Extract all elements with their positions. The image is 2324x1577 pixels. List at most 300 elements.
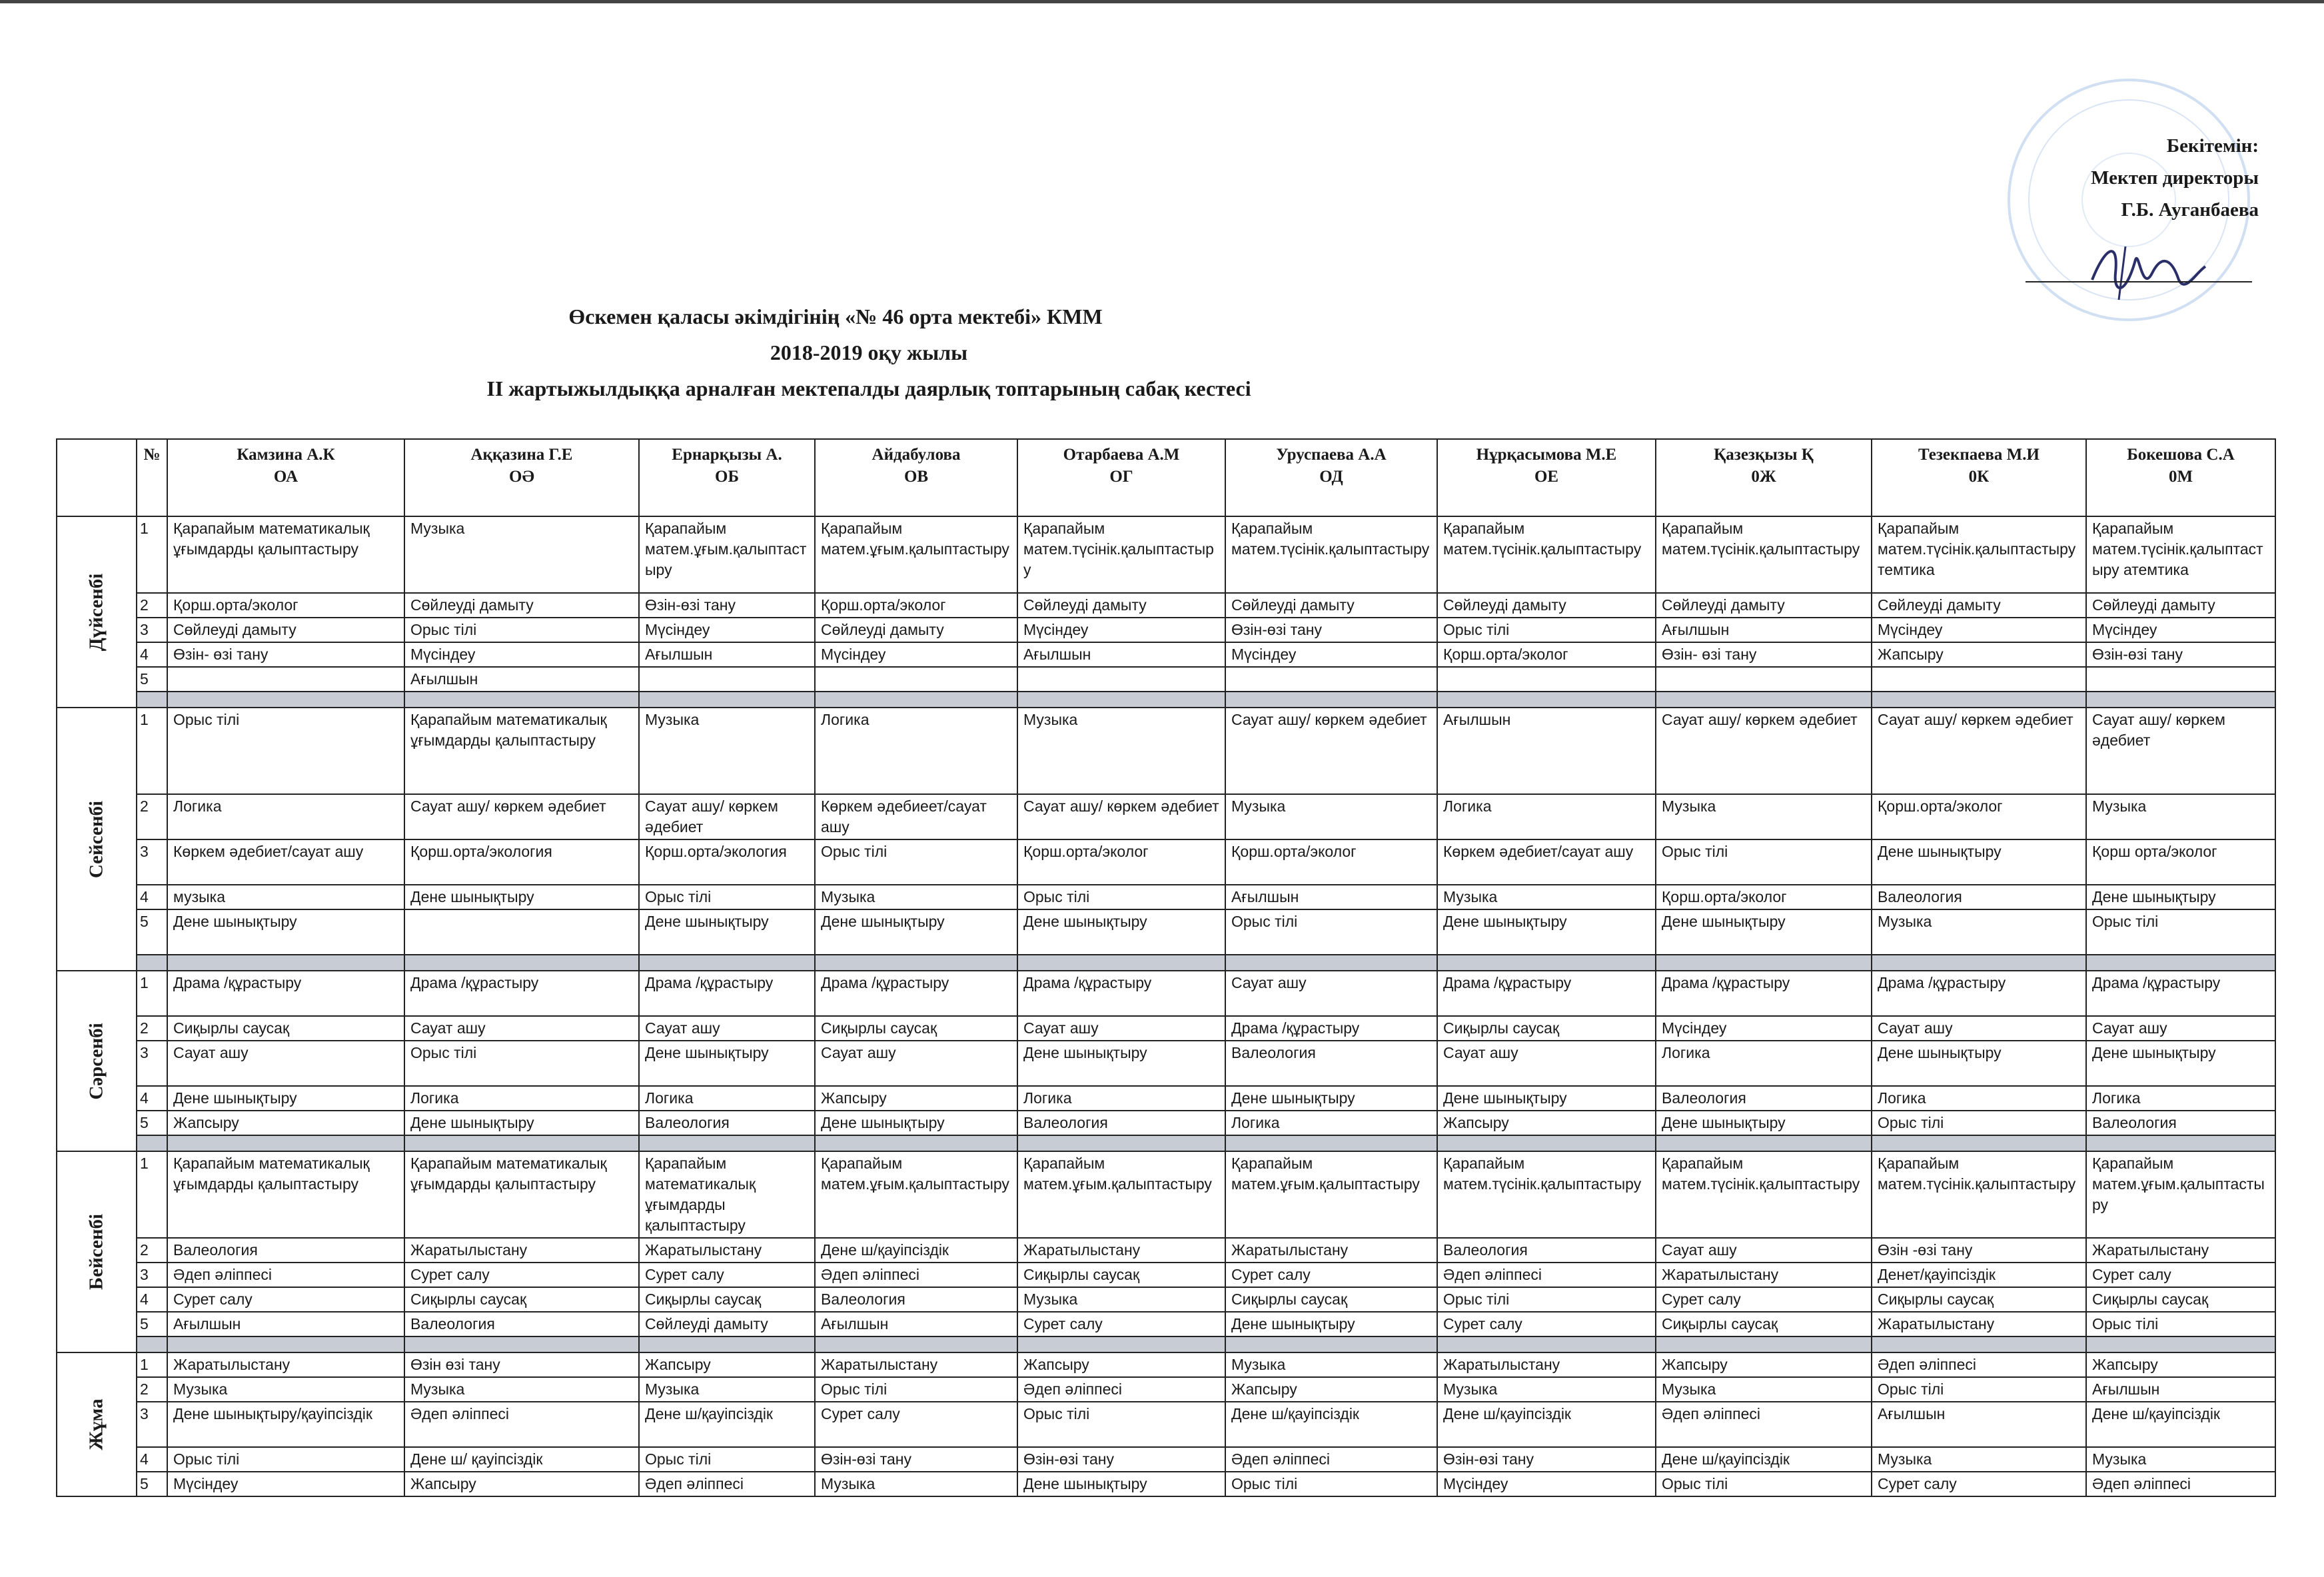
lesson-cell: Валеология xyxy=(167,1238,404,1263)
lesson-cell: Қарапайым матем.ұғым.қалыптастыру xyxy=(815,516,1017,593)
lesson-cell: Жаратылыстану xyxy=(815,1352,1017,1377)
teacher-header-2 xyxy=(404,439,639,516)
lesson-cell: Дене шынықтыру xyxy=(167,1086,404,1111)
lesson-cell: Дене шынықтыру xyxy=(1872,839,2086,885)
lesson-cell: Өзін- өзі тану xyxy=(167,642,404,667)
lesson-cell: Әдеп әліппесі xyxy=(639,1472,815,1496)
lesson-cell: Көркем әдебиеет/сауат ашу xyxy=(815,794,1017,839)
lesson-number: 2 xyxy=(137,593,167,618)
separator-cell xyxy=(1225,1135,1437,1151)
lesson-cell: Қарапайым матем.түсінік.қалыптастыру xyxy=(1437,516,1656,593)
lesson-cell: Өзін-өзі тану xyxy=(639,593,815,618)
lesson-cell: Музыка xyxy=(404,516,639,593)
separator-cell xyxy=(639,955,815,971)
lesson-cell: Мүсіндеу xyxy=(639,618,815,642)
lesson-cell: Валеология xyxy=(404,1312,639,1336)
lesson-cell: Сауат ашу xyxy=(1225,971,1437,1016)
header-row xyxy=(57,439,2275,516)
group-code: 0К xyxy=(1968,468,1990,486)
separator-cell xyxy=(2086,955,2275,971)
lesson-cell xyxy=(1872,667,2086,692)
schedule-title: II жартыжылдыққа арналған мектепалды даярлық топтарының сабақ кестесі xyxy=(486,376,1251,400)
separator-cell xyxy=(1017,955,1225,971)
lesson-cell: Қарапайым матем.ұғым.қалыптастыру xyxy=(1225,1151,1437,1238)
lesson-cell: Қарапайым матем.түсінік.қалыптастыру xyxy=(1656,516,1872,593)
teacher-header-3 xyxy=(639,439,815,516)
lesson-cell: Жаратылыстану xyxy=(404,1238,639,1263)
group-code: ОӘ xyxy=(509,468,534,486)
lesson-cell: Сауат ашу xyxy=(1017,1016,1225,1041)
lesson-cell: Әдеп әліппесі xyxy=(1872,1352,2086,1377)
lesson-cell: Логика xyxy=(639,1086,815,1111)
schedule-table xyxy=(56,438,2276,1497)
teacher-name: Қазезқызы Қ xyxy=(1714,446,1814,464)
separator-cell xyxy=(2086,1135,2275,1151)
separator-cell xyxy=(1437,1135,1656,1151)
separator-cell xyxy=(1872,692,2086,708)
lesson-cell: Жаратылыстану xyxy=(1225,1238,1437,1263)
table-row xyxy=(57,618,2275,642)
lesson-cell: Қорш.орта/эколог xyxy=(1437,642,1656,667)
teacher-header-8 xyxy=(1656,439,1872,516)
lesson-cell: Сөйлеуді дамыту xyxy=(1017,593,1225,618)
lesson-cell: Музыка xyxy=(404,1377,639,1402)
lesson-cell: Сиқырлы саусақ xyxy=(404,1287,639,1312)
lesson-cell: Сиқырлы саусақ xyxy=(1872,1287,2086,1312)
lesson-cell: Қорш.орта/эколог xyxy=(1017,839,1225,885)
lesson-cell: Ағылшын xyxy=(1437,708,1656,794)
lesson-cell: Орыс тілі xyxy=(815,1377,1017,1402)
separator-cell xyxy=(1017,1135,1225,1151)
day-name: Сейсенбі xyxy=(85,800,107,878)
lesson-cell: Сурет салу xyxy=(639,1263,815,1287)
day-name: Дүйсенбі xyxy=(85,573,107,651)
lesson-cell: Драма /құрастыру xyxy=(1017,971,1225,1016)
lesson-number: 3 xyxy=(137,839,167,885)
lesson-cell: Валеология xyxy=(1437,1238,1656,1263)
lesson-cell: Сөйлеуді дамыту xyxy=(815,618,1017,642)
teacher-name: Бокешова С.А xyxy=(2127,446,2235,464)
lesson-cell: Орыс тілі xyxy=(404,1041,639,1086)
lesson-cell: Драма /құрастыру xyxy=(1872,971,2086,1016)
lesson-cell: Орыс тілі xyxy=(1017,885,1225,909)
lesson-number: 3 xyxy=(137,1402,167,1447)
lesson-cell: музыка xyxy=(167,885,404,909)
lesson-cell: Логика xyxy=(2086,1086,2275,1111)
teacher-name: Айдабулова xyxy=(872,446,961,464)
day-name: Жұма xyxy=(85,1398,107,1450)
lesson-cell: Қарапайым матем.ұғым.қалыптастыру xyxy=(639,516,815,593)
table-row xyxy=(57,1402,2275,1447)
lesson-number: 4 xyxy=(137,1287,167,1312)
day-label-cell xyxy=(57,971,137,1151)
separator-cell xyxy=(639,1336,815,1352)
lesson-cell: Жапсыру xyxy=(2086,1352,2275,1377)
lesson-cell: Ағылшын xyxy=(1017,642,1225,667)
lesson-cell xyxy=(1437,667,1656,692)
lesson-cell: Дене ш/ қауіпсіздік xyxy=(404,1447,639,1472)
lesson-cell: Дене шынықтыру xyxy=(1017,1041,1225,1086)
lesson-cell: Көркем әдебиет/сауат ашу xyxy=(1437,839,1656,885)
teacher-name: Аққазина Г.Е xyxy=(470,446,573,464)
lesson-cell: Валеология xyxy=(1872,885,2086,909)
lesson-cell: Көркем әдебиет/сауат ашу xyxy=(167,839,404,885)
lesson-number: 1 xyxy=(137,708,167,794)
lesson-cell: Жапсыру xyxy=(1017,1352,1225,1377)
lesson-number: 5 xyxy=(137,909,167,955)
lesson-cell: Драма /құрастыру xyxy=(1656,971,1872,1016)
lesson-cell: Қарапайым матем.түсінік.қалыптастыру xyxy=(1656,1151,1872,1238)
lesson-cell: Сиқырлы саусақ xyxy=(639,1287,815,1312)
lesson-cell: Сиқырлы саусақ xyxy=(2086,1287,2275,1312)
table-row xyxy=(57,1263,2275,1287)
lesson-number: 4 xyxy=(137,642,167,667)
teacher-name: Ернарқызы А. xyxy=(672,446,782,464)
lesson-cell: Әдеп әліппесі xyxy=(167,1263,404,1287)
lesson-cell: Жапсыру xyxy=(404,1472,639,1496)
lesson-number: 3 xyxy=(137,618,167,642)
lesson-number: 4 xyxy=(137,1086,167,1111)
lesson-cell: Қарапайым матем.түсінік.қалыптастыру xyxy=(1437,1151,1656,1238)
lesson-cell: Ағылшын xyxy=(639,642,815,667)
lesson-cell: Жапсыру xyxy=(1656,1352,1872,1377)
lesson-cell: Қорш.орта/эколог xyxy=(167,593,404,618)
lesson-cell: Дене шынықтыру xyxy=(1017,1472,1225,1496)
separator-cell xyxy=(1872,955,2086,971)
lesson-cell: Сөйлеуді дамыту xyxy=(404,593,639,618)
lesson-cell xyxy=(167,667,404,692)
lesson-cell: Мүсіндеу xyxy=(815,642,1017,667)
teacher-header-7 xyxy=(1437,439,1656,516)
lesson-cell: Әдеп әліппесі xyxy=(404,1402,639,1447)
table-row xyxy=(57,1377,2275,1402)
lesson-cell: Сауат ашу xyxy=(639,1016,815,1041)
lesson-cell: Музыка xyxy=(815,1472,1017,1496)
table-row xyxy=(57,1086,2275,1111)
lesson-cell: Дене шынықтыру xyxy=(815,909,1017,955)
lesson-cell: Музыка xyxy=(2086,1447,2275,1472)
lesson-cell: Жаратылыстану xyxy=(1017,1238,1225,1263)
lesson-cell: Дене шынықтыру xyxy=(1656,1111,1872,1135)
document-titles xyxy=(0,298,2324,406)
lesson-cell: Сиқырлы саусақ xyxy=(815,1016,1017,1041)
lesson-number: 5 xyxy=(137,1312,167,1336)
lesson-cell: Сауат ашу xyxy=(404,1016,639,1041)
separator-cell xyxy=(137,1336,167,1352)
lesson-number: 2 xyxy=(137,1377,167,1402)
lesson-cell: Қарапайым матем.түсінік.қалыптастыру темтика xyxy=(1872,516,2086,593)
lesson-cell: Дене ш/қауіпсіздік xyxy=(815,1238,1017,1263)
teacher-header-6 xyxy=(1225,439,1437,516)
table-row xyxy=(57,593,2275,618)
lesson-cell: Сурет салу xyxy=(1437,1312,1656,1336)
lesson-cell: Сөйлеуді дамыту xyxy=(639,1312,815,1336)
day-label-cell xyxy=(57,1352,137,1496)
lesson-cell: Орыс тілі xyxy=(1872,1111,2086,1135)
lesson-number: 2 xyxy=(137,1238,167,1263)
lesson-cell: Ағылшын xyxy=(1872,1402,2086,1447)
lesson-cell: Өзін-өзі тану xyxy=(1437,1447,1656,1472)
lesson-cell: Мүсіндеу xyxy=(404,642,639,667)
lesson-cell: Жапсыру xyxy=(639,1352,815,1377)
table-row xyxy=(57,516,2275,593)
lesson-cell: Сауат ашу/ көркем әдебиет xyxy=(404,794,639,839)
separator-cell xyxy=(404,1135,639,1151)
separator-cell xyxy=(2086,692,2275,708)
lesson-cell: Ағылшын xyxy=(1656,618,1872,642)
separator-cell xyxy=(1872,1336,2086,1352)
day-name: Сәрсенбі xyxy=(85,1022,107,1100)
separator-cell xyxy=(1656,1336,1872,1352)
lesson-cell: Сауат ашу/ көркем әдебиет xyxy=(1225,708,1437,794)
lesson-cell: Логика xyxy=(404,1086,639,1111)
lesson-cell: Ағылшын xyxy=(404,667,639,692)
lesson-cell: Сурет салу xyxy=(815,1402,1017,1447)
lesson-cell: Логика xyxy=(1656,1041,1872,1086)
scan-top-edge xyxy=(0,0,2324,3)
lesson-cell: Сауат ашу xyxy=(1872,1016,2086,1041)
lesson-number: 1 xyxy=(137,516,167,593)
separator-cell xyxy=(404,692,639,708)
table-row xyxy=(57,1352,2275,1377)
table-row xyxy=(57,1472,2275,1496)
lesson-cell: Сурет салу xyxy=(1656,1287,1872,1312)
table-row xyxy=(57,971,2275,1016)
lesson-cell: Орыс тілі xyxy=(167,1447,404,1472)
lesson-cell: Орыс тілі xyxy=(1656,839,1872,885)
separator-cell xyxy=(1656,955,1872,971)
lesson-cell: Дене шынықтыру xyxy=(1872,1041,2086,1086)
separator-cell xyxy=(1437,1336,1656,1352)
day-separator-row xyxy=(57,692,2275,708)
lesson-number: 5 xyxy=(137,1111,167,1135)
lesson-cell: Валеология xyxy=(1656,1086,1872,1111)
lesson-cell xyxy=(1656,667,1872,692)
group-code: 0М xyxy=(2168,468,2193,486)
lesson-cell: Музыка xyxy=(167,1377,404,1402)
lesson-number: 3 xyxy=(137,1041,167,1086)
lesson-cell: Өзін -өзі тану xyxy=(1872,1238,2086,1263)
lesson-cell: Сауат ашу xyxy=(1656,1238,1872,1263)
lesson-cell: Мүсіндеу xyxy=(1437,1472,1656,1496)
lesson-cell: Орыс тілі xyxy=(2086,1312,2275,1336)
lesson-cell: Мүсіндеу xyxy=(1872,618,2086,642)
lesson-cell: Сауат ашу xyxy=(2086,1016,2275,1041)
lesson-number: 1 xyxy=(137,1352,167,1377)
lesson-cell: Орыс тілі xyxy=(1437,1287,1656,1312)
lesson-cell: Қорш.орта/эколог xyxy=(1225,839,1437,885)
lesson-cell: Сөйлеуді дамыту xyxy=(1225,593,1437,618)
lesson-cell: Мүсіндеу xyxy=(1656,1016,1872,1041)
lesson-cell: Орыс тілі xyxy=(639,885,815,909)
lesson-cell: Дене шынықтыру xyxy=(1225,1312,1437,1336)
separator-cell xyxy=(639,692,815,708)
lesson-cell: Дене шынықтыру xyxy=(1017,909,1225,955)
table-row xyxy=(57,1016,2275,1041)
lesson-cell: Логика xyxy=(167,794,404,839)
separator-cell xyxy=(815,692,1017,708)
lesson-cell: Дене шынықтыру xyxy=(639,909,815,955)
lesson-cell: Сиқырлы саусақ xyxy=(1656,1312,1872,1336)
lesson-cell: Сауат ашу xyxy=(815,1041,1017,1086)
lesson-cell xyxy=(2086,667,2275,692)
lesson-cell: Сауат ашу xyxy=(167,1041,404,1086)
lesson-cell: Өзін-өзі тану xyxy=(1017,1447,1225,1472)
lesson-number: 3 xyxy=(137,1263,167,1287)
lesson-cell: Орыс тілі xyxy=(1225,909,1437,955)
lesson-cell: Мүсіндеу xyxy=(1225,642,1437,667)
lesson-cell: Музыка xyxy=(1872,1447,2086,1472)
lesson-cell: Сауат ашу/ көркем әдебиет xyxy=(1872,708,2086,794)
lesson-cell: Сурет салу xyxy=(2086,1263,2275,1287)
teacher-name: Нұрқасымова М.Е xyxy=(1476,446,1617,464)
lesson-cell xyxy=(1017,667,1225,692)
lesson-cell: Логика xyxy=(1437,794,1656,839)
lesson-cell: Әдеп әліппесі xyxy=(1437,1263,1656,1287)
lesson-cell: Музыка xyxy=(639,1377,815,1402)
lesson-cell: Валеология xyxy=(639,1111,815,1135)
lesson-number: 1 xyxy=(137,1151,167,1238)
lesson-cell: Сауат ашу/ көркем әдебиет xyxy=(1656,708,1872,794)
separator-cell xyxy=(1225,1336,1437,1352)
teacher-header-5 xyxy=(1017,439,1225,516)
lesson-cell: Драма /құрастыру xyxy=(1437,971,1656,1016)
lesson-cell: Әдеп әліппесі xyxy=(1225,1447,1437,1472)
corner-cell xyxy=(57,439,137,516)
lesson-cell: Қарапайым матем.түсінік.қалыптастыру атемтика xyxy=(2086,516,2275,593)
lesson-cell: Қарапайым математикалық ұғымдарды қалыптастыру xyxy=(639,1151,815,1238)
lesson-cell: Сауат ашу/ көркем әдебиет xyxy=(639,794,815,839)
teacher-name: Отарбаева А.М xyxy=(1063,446,1180,464)
group-code: ОЕ xyxy=(1534,468,1559,486)
lesson-cell xyxy=(639,667,815,692)
lesson-cell: Сауат ашу/ көркем әдебиет xyxy=(2086,708,2275,794)
lesson-cell: Әдеп әліппесі xyxy=(2086,1472,2275,1496)
lesson-cell: Сиқырлы саусақ xyxy=(167,1016,404,1041)
lesson-cell: Жапсыру xyxy=(815,1086,1017,1111)
lesson-cell: Валеология xyxy=(1017,1111,1225,1135)
lesson-cell: Өзін-өзі тану xyxy=(815,1447,1017,1472)
lesson-cell: Қарапайым матем.түсінік.қалыптастыру xyxy=(1872,1151,2086,1238)
separator-cell xyxy=(815,1336,1017,1352)
lesson-cell: Дене ш/қауіпсіздік xyxy=(639,1402,815,1447)
lesson-cell: Жапсыру xyxy=(1437,1111,1656,1135)
table-row xyxy=(57,1238,2275,1263)
teacher-name: Тезекпаева М.И xyxy=(1918,446,2039,464)
lesson-cell: Қорш.орта/эколог xyxy=(1656,885,1872,909)
lesson-cell: Қарапайым матем.түсінік.қалыптастыру xyxy=(1017,516,1225,593)
separator-cell xyxy=(404,955,639,971)
lesson-cell: Логика xyxy=(815,708,1017,794)
table-row xyxy=(57,1041,2275,1086)
lesson-cell: Орыс тілі xyxy=(1017,1402,1225,1447)
lesson-number: 2 xyxy=(137,794,167,839)
table-row xyxy=(57,1312,2275,1336)
lesson-cell: Қарапайым матем.ұғым.қалыптастыру xyxy=(815,1151,1017,1238)
lesson-cell xyxy=(815,667,1017,692)
lesson-cell: Сурет салу xyxy=(1017,1312,1225,1336)
school-title: Өскемен қаласы әкімдігінің «№ 46 орта мектебі» КММ xyxy=(568,304,1103,328)
table-row xyxy=(57,839,2275,885)
lesson-cell: Сурет салу xyxy=(167,1287,404,1312)
lesson-cell: Сурет салу xyxy=(404,1263,639,1287)
teacher-header-9 xyxy=(1872,439,2086,516)
number-header: № xyxy=(137,439,167,516)
separator-cell xyxy=(137,955,167,971)
lesson-cell: Сауат ашу xyxy=(1437,1041,1656,1086)
lesson-cell: Сауат ашу/ көркем әдебиет xyxy=(1017,794,1225,839)
lesson-cell: Орыс тілі xyxy=(1656,1472,1872,1496)
teacher-name: Камзина А.К xyxy=(237,446,335,464)
lesson-cell: Дене шынықтыру xyxy=(2086,885,2275,909)
lesson-cell: Өзін өзі тану xyxy=(404,1352,639,1377)
academic-year: 2018-2019 оқу жылы xyxy=(770,340,968,364)
group-code: ОВ xyxy=(903,468,929,486)
lesson-cell: Музыка xyxy=(639,708,815,794)
lesson-cell: Валеология xyxy=(1225,1041,1437,1086)
lesson-cell: Қарапайым матем.ұғым.қалыптастыру xyxy=(1017,1151,1225,1238)
lesson-cell: Дене шынықтыру xyxy=(404,885,639,909)
lesson-cell xyxy=(1225,667,1437,692)
lesson-cell: Жаратылыстану xyxy=(1656,1263,1872,1287)
group-code: 0Ж xyxy=(1751,468,1776,486)
group-code: ОГ xyxy=(1109,468,1133,486)
lesson-cell: Жапсыру xyxy=(167,1111,404,1135)
lesson-cell: Орыс тілі xyxy=(167,708,404,794)
lesson-cell: Жаратылыстану xyxy=(167,1352,404,1377)
lesson-cell: Әдеп әліппесі xyxy=(1656,1402,1872,1447)
separator-cell xyxy=(815,1135,1017,1151)
lesson-cell: Драма /құрастыру xyxy=(167,971,404,1016)
lesson-cell: Ағылшын xyxy=(1225,885,1437,909)
lesson-cell: Қорш.орта/экология xyxy=(404,839,639,885)
lesson-cell: Әдеп әліппесі xyxy=(1017,1377,1225,1402)
lesson-cell: Музыка xyxy=(1872,909,2086,955)
separator-cell xyxy=(404,1336,639,1352)
director-signature-icon xyxy=(2079,233,2212,306)
lesson-cell: Музыка xyxy=(1437,1377,1656,1402)
day-label-cell xyxy=(57,1151,137,1352)
separator-cell xyxy=(167,692,404,708)
lesson-cell: Сөйлеуді дамыту xyxy=(1656,593,1872,618)
day-label-cell xyxy=(57,516,137,708)
approval-block xyxy=(2032,130,2259,226)
separator-cell xyxy=(1017,1336,1225,1352)
lesson-cell: Қарапайым математикалық ұғымдарды қалыптастыру xyxy=(167,516,404,593)
lesson-cell: Жаратылыстану xyxy=(2086,1238,2275,1263)
lesson-cell: Драма /құрастыру xyxy=(815,971,1017,1016)
teacher-header-1 xyxy=(167,439,404,516)
lesson-cell: Музыка xyxy=(1656,1377,1872,1402)
lesson-cell: Дене шынықтыру/қауіпсіздік xyxy=(167,1402,404,1447)
separator-cell xyxy=(167,955,404,971)
lesson-cell: Дене шынықтыру xyxy=(1437,1086,1656,1111)
table-row xyxy=(57,708,2275,794)
lesson-cell: Логика xyxy=(1872,1086,2086,1111)
lesson-cell: Орыс тілі xyxy=(2086,909,2275,955)
lesson-cell: Дене шынықтыру xyxy=(167,909,404,955)
separator-cell xyxy=(2086,1336,2275,1352)
lesson-cell: Дене шынықтыру xyxy=(404,1111,639,1135)
separator-cell xyxy=(639,1135,815,1151)
lesson-cell: Жаратылыстану xyxy=(639,1238,815,1263)
approval-director-name: Г.Б. Ауганбаева xyxy=(2121,199,2259,221)
separator-cell xyxy=(1225,955,1437,971)
separator-cell xyxy=(1017,692,1225,708)
lesson-cell: Қарапайым математикалық ұғымдарды қалыптастыру xyxy=(404,708,639,794)
lesson-cell: Ағылшын xyxy=(815,1312,1017,1336)
lesson-cell: Музыка xyxy=(1225,794,1437,839)
